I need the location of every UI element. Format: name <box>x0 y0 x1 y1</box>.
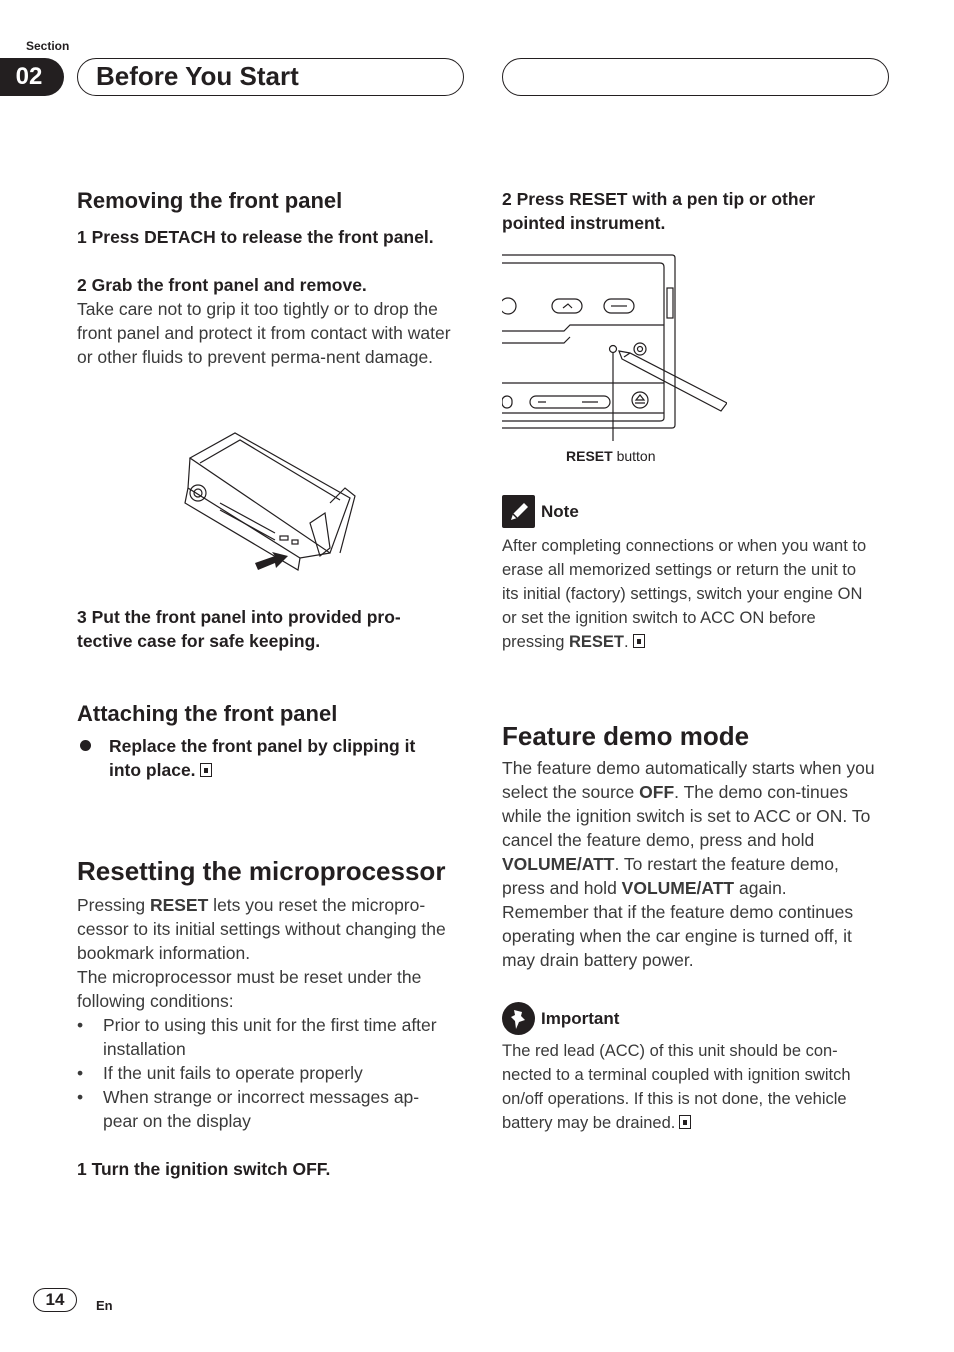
demo-paragraph <box>502 756 877 972</box>
important-box <box>502 1002 877 1135</box>
reset-step-2-block <box>502 187 877 235</box>
section-number-tab: 02 <box>0 58 64 96</box>
removing-step-2: 2 Grab the front panel and remove. <box>77 275 367 295</box>
list-item: • If the unit fails to operate properly <box>77 1061 452 1085</box>
important-text <box>502 1039 877 1135</box>
resetting-step-1: 1 Turn the ignition switch OFF. <box>77 1159 331 1179</box>
page-title: Before You Start <box>96 61 299 91</box>
resetting-conditions-list <box>77 1013 452 1133</box>
note-label: Note <box>541 501 579 521</box>
end-mark-icon <box>679 1115 691 1129</box>
important-header <box>502 1002 877 1035</box>
note-text-bold: RESET <box>568 633 624 651</box>
demo-bold-2: VOLUME/ATT <box>502 854 615 874</box>
note-text-post: . <box>623 633 629 651</box>
attaching-section <box>77 700 452 782</box>
important-label: Important <box>541 1008 620 1028</box>
removing-section <box>77 187 452 369</box>
note-text <box>502 534 877 654</box>
demo-bold-1: OFF <box>639 782 675 802</box>
list-item: • When strange or incorrect messages ap-pear on the display <box>77 1085 452 1133</box>
section-label: Section <box>26 39 70 53</box>
demo-heading: Feature demo mode <box>502 721 750 751</box>
note-text-pre: After completing connections or when you want to erase all memorized settings or return the unit to its initial (factory) settings, switch your engine ON or set the ignition switch to ACC ON before pressing <box>502 537 867 651</box>
resetting-p1-pre: Pressing <box>77 895 150 915</box>
resetting-paragraph-2: The microprocessor must be reset under the following conditions: <box>77 967 422 1011</box>
removing-step-3-block <box>77 605 452 653</box>
removing-step-1: 1 Press DETACH to release the front panel. <box>77 227 434 247</box>
attaching-bullet-text: Replace the front panel by clipping it into place. <box>109 736 416 780</box>
reset-button-caption <box>566 448 656 464</box>
note-box <box>502 495 877 654</box>
page-number: 14 <box>33 1288 77 1312</box>
resetting-p1-post: lets you reset the micropro-cessor to its initial settings without changing the bookmark information. <box>77 895 446 963</box>
reset-button-illustration <box>502 253 727 443</box>
pin-important-icon <box>502 1002 535 1035</box>
removing-step-3: 3 Put the front panel into provided pro-tective case for safe keeping. <box>77 607 401 651</box>
note-header <box>502 495 877 528</box>
resetting-heading: Resetting the microprocessor <box>77 856 446 886</box>
bullet-dot-icon <box>80 740 91 751</box>
resetting-p1-bold: RESET <box>149 895 209 915</box>
resetting-section <box>77 855 452 1181</box>
end-mark-icon <box>200 763 212 777</box>
detach-panel-illustration <box>180 428 360 578</box>
important-text-body: The red lead (ACC) of this unit should be con-nected to a terminal coupled with ignition switch on/off operations. If this is not done, the vehicle battery may be drained. <box>502 1042 851 1132</box>
caption-rest: button <box>612 448 656 464</box>
language-code: En <box>96 1298 113 1313</box>
removing-step-2-body: Take care not to grip it too tightly or to drop the front panel and protect it from contact with water or other fluids to prevent perma-nent damage. <box>77 299 451 367</box>
header-empty-box <box>502 58 889 96</box>
resetting-paragraph-1 <box>77 893 452 965</box>
reset-step-2: 2 Press RESET with a pen tip or other pointed instrument. <box>502 189 816 233</box>
pencil-note-icon <box>502 495 535 528</box>
list-item: • Prior to using this unit for the first time after installation <box>77 1013 452 1061</box>
demo-text-4: again. Remember that if the feature demo continues operating when the car engine is turned off, it may drain battery power. <box>502 878 854 970</box>
header-title-box <box>77 58 464 96</box>
demo-text-1: The feature demo automatically starts when you select the source <box>502 758 875 802</box>
demo-bold-3: VOLUME/ATT <box>621 878 735 898</box>
attaching-heading: Attaching the front panel <box>77 701 338 726</box>
end-mark-icon <box>633 634 645 648</box>
attaching-bullet <box>77 734 452 782</box>
demo-text-2: . The demo con-tinues while the ignition switch is set to ACC or ON. To cancel the feature demo, press and hold <box>502 782 871 850</box>
caption-bold: RESET <box>566 448 613 464</box>
demo-text-3: . To restart the feature demo, press and hold <box>502 854 839 898</box>
demo-section <box>502 720 877 972</box>
removing-heading: Removing the front panel <box>77 188 343 213</box>
